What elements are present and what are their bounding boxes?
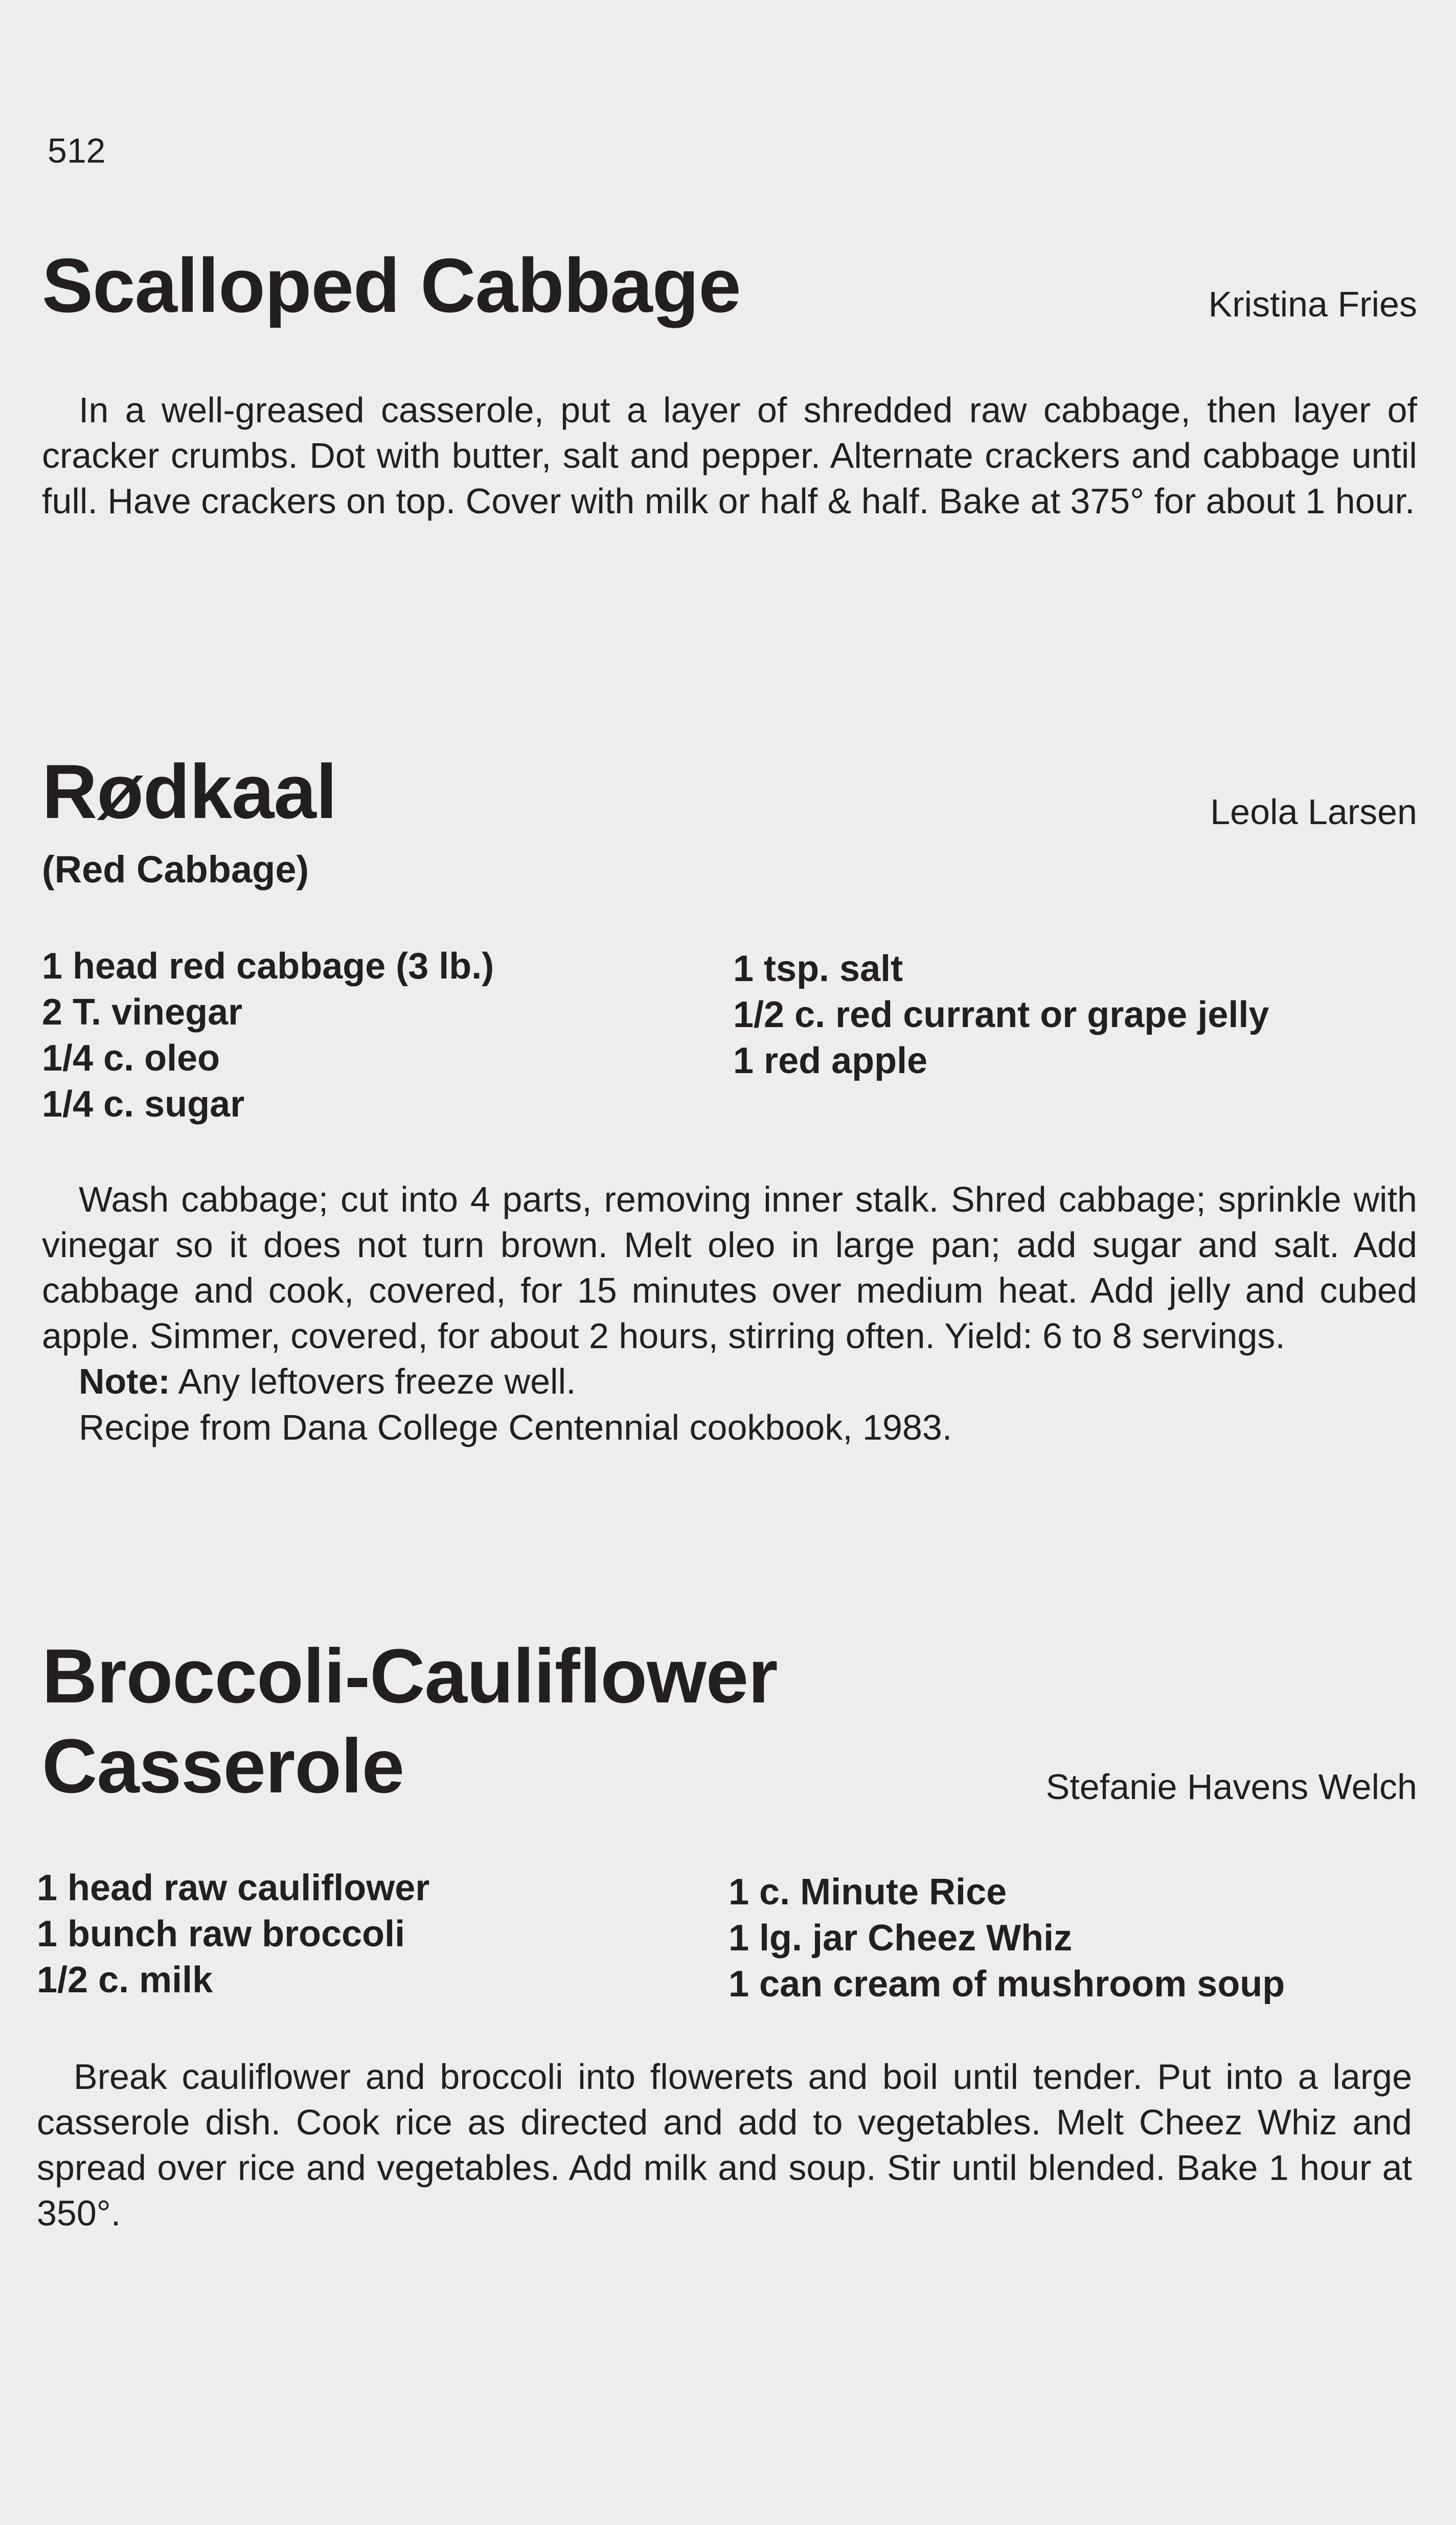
directions-text: Wash cabbage; cut into 4 parts, removing inner stalk. Shred cabbage; sprinkle with vinegar so it does not turn brown. Melt oleo in large pan; add sugar and salt. Add cabbage and cook, covered, for 15 minutes over medium heat. Add jelly and cubed apple. Simmer, covered, for about 2 hours, stirring often. Yield: 6 to 8 servings. [42, 1179, 1417, 1356]
title-line: Casserole [42, 1723, 404, 1809]
note-text: Any leftovers freeze well. [178, 1361, 576, 1401]
recipe-author: Kristina Fries [1208, 284, 1417, 324]
ingredient-item: 1 head red cabbage (3 lb.) [42, 946, 494, 987]
ingredient-item: 1 c. Minute Rice [729, 1872, 1007, 1913]
ingredient-item: 1 lg. jar Cheez Whiz [729, 1918, 1073, 1959]
recipe-directions [42, 1177, 1417, 1359]
recipe-title-broccoli-cauliflower [42, 1631, 778, 1811]
recipe-title-scalloped-cabbage: Scalloped Cabbage [42, 242, 741, 328]
ingredient-item: 1 red apple [733, 1040, 928, 1081]
ingredient-item: 1/2 c. milk [37, 1960, 213, 2000]
ingredient-item: 1 bunch raw broccoli [37, 1914, 405, 1954]
recipe-note [79, 1359, 576, 1404]
recipe-author: Stefanie Havens Welch [1045, 1767, 1417, 1807]
ingredients-left-column [37, 1865, 429, 2003]
ingredients-right-column [733, 946, 1269, 1084]
ingredients-left-column [42, 943, 494, 1127]
ingredient-item: 1/4 c. oleo [42, 1038, 220, 1079]
recipe-directions [37, 2054, 1412, 2236]
note-label: Note: [79, 1361, 170, 1401]
recipe-source: Recipe from Dana College Centennial cookbook, 1983. [79, 1407, 952, 1447]
directions-text: In a well-greased casserole, put a layer of shredded raw cabbage, then layer of cracker crumbs. Dot with butter, salt and pepper. Alternate crackers and cabbage until full. Have crackers on top. Cover with milk or half & half. Bake at 375° for about 1 hour. [42, 390, 1417, 521]
directions-text: Break cauliflower and broccoli into flowerets and boil until tender. Put into a large casserole dish. Cook rice as directed and add to vegetables. Melt Cheez Whiz and spread over rice and vegetables. Add milk and soup. Stir until blended. Bake 1 hour at 350°. [37, 2057, 1412, 2233]
ingredients-right-column [729, 1869, 1285, 2007]
page-number: 512 [48, 131, 106, 170]
ingredient-item: 1/2 c. red currant or grape jelly [733, 994, 1269, 1035]
recipe-title-rodkaal: Rødkaal [42, 748, 337, 834]
title-line: Broccoli-Cauliflower [42, 1633, 778, 1719]
ingredient-item: 1 head raw cauliflower [37, 1868, 430, 1908]
recipe-directions [42, 388, 1417, 524]
ingredient-item: 1 tsp. salt [733, 948, 903, 989]
recipe-author: Leola Larsen [1210, 792, 1417, 832]
ingredient-item: 1/4 c. sugar [42, 1084, 245, 1125]
recipe-subtitle: (Red Cabbage) [42, 848, 309, 891]
ingredient-item: 2 T. vinegar [42, 992, 243, 1033]
ingredient-item: 1 can cream of mushroom soup [729, 1964, 1285, 2005]
